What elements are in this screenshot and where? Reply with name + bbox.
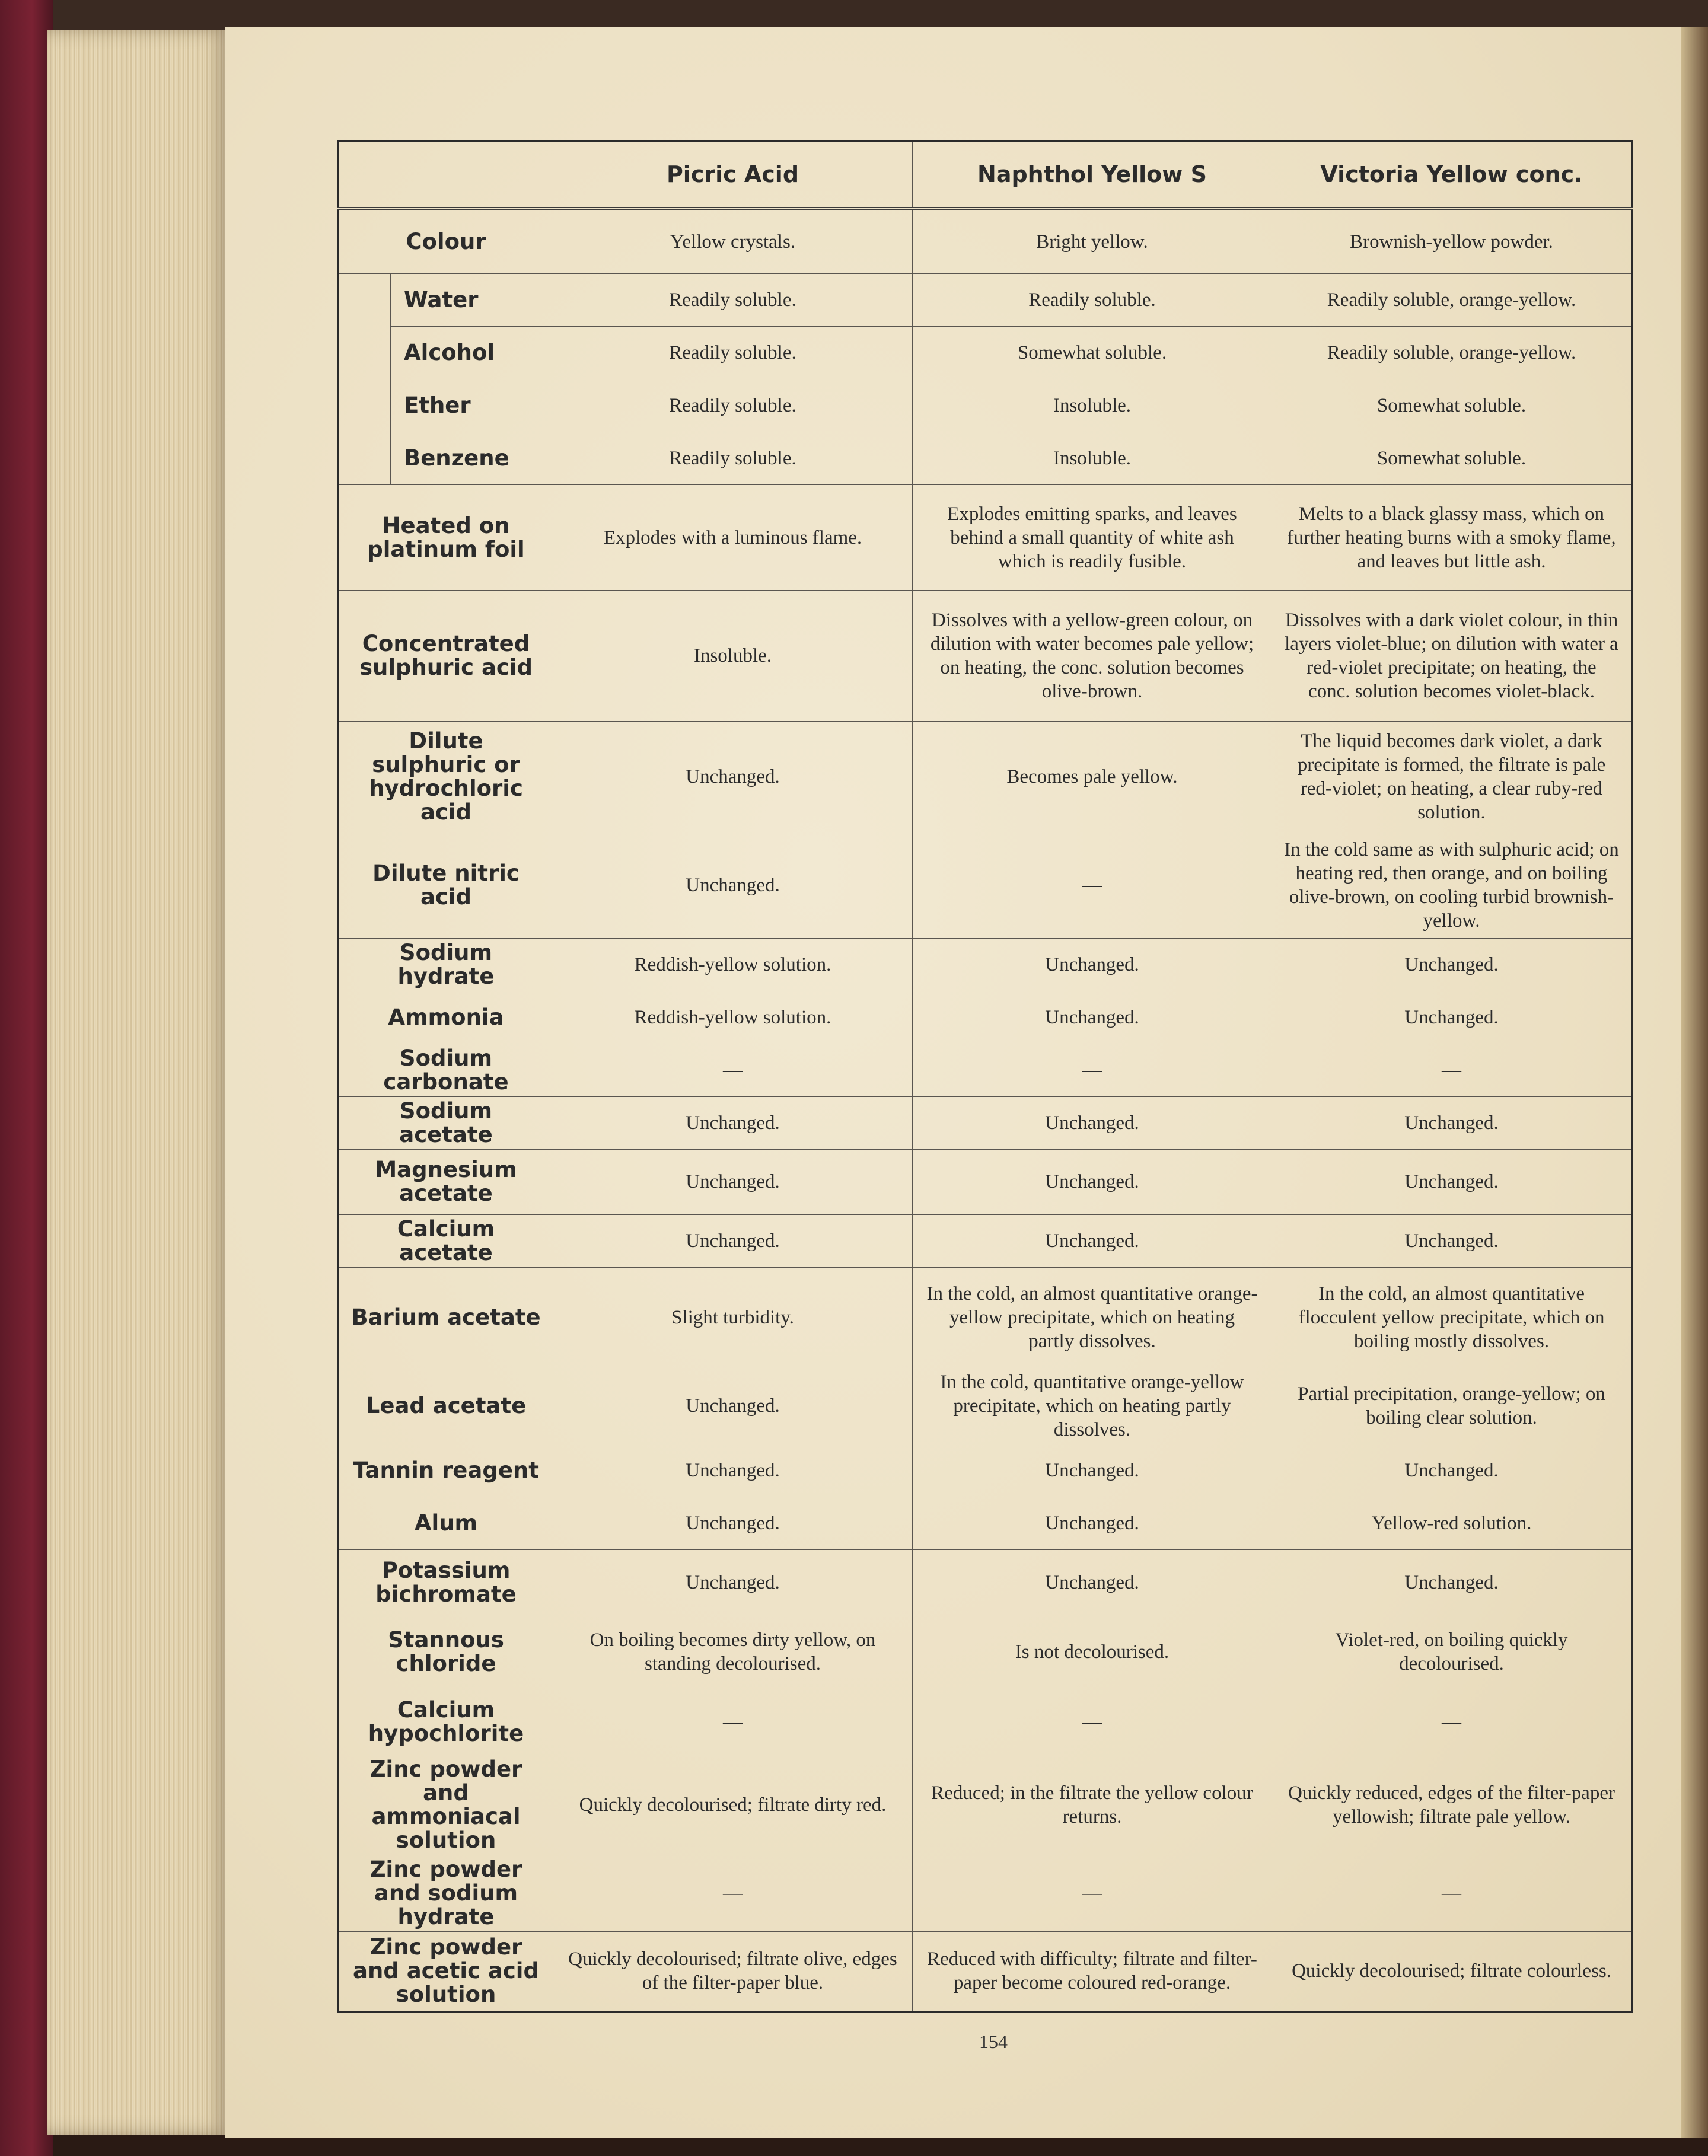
table-cell: Readily soluble. [553, 327, 913, 379]
row-label: Barium acetate [339, 1268, 553, 1367]
table-row [339, 209, 1632, 274]
table-row [339, 938, 1632, 991]
table-cell: Unchanged. [913, 1214, 1272, 1267]
row-label: Sodium acetate [339, 1096, 553, 1149]
table-cell: In the cold, quantitative orange-yellow precipitate, which on heating partly dissolves. [913, 1367, 1272, 1444]
row-label: Sodium carbonate [339, 1044, 553, 1096]
table-cell: — [1272, 1689, 1632, 1755]
table-cell: Melts to a black glassy mass, which on further heating burns with a smoky flame, and leaves but little ash. [1272, 485, 1632, 591]
row-label: Magnesium acetate [339, 1149, 553, 1214]
table-cell: Quickly decolourised; filtrate colourless. [1272, 1931, 1632, 2011]
table-row [339, 274, 1632, 327]
table-row [339, 833, 1632, 938]
table-cell: Is not decolourised. [913, 1615, 1272, 1689]
table-cell: Readily soluble, orange-yellow. [1272, 327, 1632, 379]
table-row [339, 1497, 1632, 1550]
table-row [339, 1689, 1632, 1755]
table-cell: Insoluble. [913, 379, 1272, 432]
table-row [339, 1214, 1632, 1267]
table-row [339, 485, 1632, 591]
table-cell: Insoluble. [913, 432, 1272, 485]
table-row [339, 1444, 1632, 1497]
table-cell: — [553, 1855, 913, 1931]
table-cell: Unchanged. [1272, 938, 1632, 991]
table-cell: Dissolves with a dark violet colour, in thin layers violet-blue; on dilution with water a red-violet precipitate; on heating, the conc. solution becomes violet-black. [1272, 591, 1632, 721]
table-cell: Unchanged. [1272, 1214, 1632, 1267]
row-label: Heated on platinum foil [339, 485, 553, 591]
header-naphthol-yellow-s: Naphthol Yellow S [913, 141, 1272, 209]
table-cell: Readily soluble. [913, 274, 1272, 327]
row-label: Tannin reagent [339, 1444, 553, 1497]
row-label: Calcium acetate [339, 1214, 553, 1267]
row-label: Zinc powder and ammoniacal solution [339, 1755, 553, 1855]
row-label: Lead acetate [339, 1367, 553, 1444]
page-edges [47, 30, 231, 2135]
table-row [339, 1044, 1632, 1096]
row-label: Alum [339, 1497, 553, 1550]
table-cell: Readily soluble. [553, 379, 913, 432]
row-label: Potassium bichromate [339, 1550, 553, 1615]
table-cell: Unchanged. [553, 1444, 913, 1497]
table-cell: Unchanged. [913, 1550, 1272, 1615]
solubility-group-label [339, 274, 391, 485]
dye-reaction-table [337, 140, 1633, 2013]
page-gutter-shadow [1681, 27, 1708, 2138]
table-cell: Unchanged. [1272, 1550, 1632, 1615]
table-cell: Reddish-yellow solution. [553, 991, 913, 1044]
table-row [339, 1367, 1632, 1444]
row-label: Colour [339, 209, 553, 274]
table-cell: Unchanged. [1272, 991, 1632, 1044]
row-label: Sodium hydrate [339, 938, 553, 991]
row-label: Concentrated sulphuric acid [339, 591, 553, 721]
table-cell: Explodes with a luminous flame. [553, 485, 913, 591]
table-cell: Dissolves with a yellow-green colour, on dilution with water becomes pale yellow; on heating, the conc. solution becomes olive-brown. [913, 591, 1272, 721]
table-cell: Unchanged. [913, 1096, 1272, 1149]
table-cell: Readily soluble. [553, 274, 913, 327]
table-cell: — [913, 833, 1272, 938]
table-cell: Brownish-yellow powder. [1272, 209, 1632, 274]
table-cell: Explodes emitting sparks, and leaves behind a small quantity of white ash which is readily fusible. [913, 485, 1272, 591]
row-label: Ammonia [339, 991, 553, 1044]
row-label: Water [391, 274, 553, 327]
table-cell: — [1272, 1044, 1632, 1096]
table-row [339, 379, 1632, 432]
table-cell: Insoluble. [553, 591, 913, 721]
table-cell: Unchanged. [1272, 1444, 1632, 1497]
page-number: 154 [979, 2031, 1008, 2052]
table-row [339, 1931, 1632, 2011]
table-row [339, 1149, 1632, 1214]
table-row [339, 721, 1632, 833]
table-row [339, 1268, 1632, 1367]
table-cell: Somewhat soluble. [1272, 379, 1632, 432]
header-row [339, 141, 1632, 209]
header-picric-acid: Picric Acid [553, 141, 913, 209]
table-cell: Becomes pale yellow. [913, 721, 1272, 833]
table-row [339, 432, 1632, 485]
table-cell: Quickly decolourised; filtrate dirty red. [553, 1755, 913, 1855]
table-cell: On boiling becomes dirty yellow, on standing decolourised. [553, 1615, 913, 1689]
table-row [339, 1550, 1632, 1615]
table-cell: Reddish-yellow solution. [553, 938, 913, 991]
row-label: Alcohol [391, 327, 553, 379]
table-cell: Yellow crystals. [553, 209, 913, 274]
table-cell: Readily soluble, orange-yellow. [1272, 274, 1632, 327]
table-cell: — [553, 1689, 913, 1755]
table-cell: — [913, 1689, 1272, 1755]
table-row [339, 991, 1632, 1044]
table-cell: Somewhat soluble. [1272, 432, 1632, 485]
row-label: Calcium hypochlorite [339, 1689, 553, 1755]
table-cell: Unchanged. [913, 1497, 1272, 1550]
row-label: Zinc powder and acetic acid solution [339, 1931, 553, 2011]
table-cell: Quickly decolourised; filtrate olive, edges of the filter-paper blue. [553, 1931, 913, 2011]
row-label: Dilute sulphuric or hydrochloric acid [339, 721, 553, 833]
table-cell: In the cold, an almost quantitative orange-yellow precipitate, which on heating partly dissolves. [913, 1268, 1272, 1367]
table-row [339, 1855, 1632, 1931]
row-label: Ether [391, 379, 553, 432]
header-victoria-yellow: Victoria Yellow conc. [1272, 141, 1632, 209]
table-cell: Unchanged. [553, 721, 913, 833]
table-cell: Partial precipitation, orange-yellow; on boiling clear solution. [1272, 1367, 1632, 1444]
table-cell: The liquid becomes dark violet, a dark precipitate is formed, the filtrate is pale red-violet; on heating, a clear ruby-red solution. [1272, 721, 1632, 833]
table-row [339, 1096, 1632, 1149]
table-cell: Unchanged. [553, 1497, 913, 1550]
table-cell: Unchanged. [913, 938, 1272, 991]
table-cell: Reduced; in the filtrate the yellow colour returns. [913, 1755, 1272, 1855]
table-cell: Reduced with difficulty; filtrate and filter-paper become coloured red-orange. [913, 1931, 1272, 2011]
header-corner [339, 141, 553, 209]
table-row [339, 327, 1632, 379]
row-label: Benzene [391, 432, 553, 485]
table-cell: — [1272, 1855, 1632, 1931]
row-label: Zinc powder and sodium hydrate [339, 1855, 553, 1931]
table-cell: Unchanged. [553, 1214, 913, 1267]
table-cell: Violet-red, on boiling quickly decolourised. [1272, 1615, 1632, 1689]
book-cover-spine [0, 0, 53, 2156]
table-cell: — [553, 1044, 913, 1096]
table-cell: Quickly reduced, edges of the filter-paper yellowish; filtrate pale yellow. [1272, 1755, 1632, 1855]
table-row [339, 591, 1632, 721]
table-cell: In the cold same as with sulphuric acid; on heating red, then orange, and on boiling olive-brown, on cooling turbid brownish-yellow. [1272, 833, 1632, 938]
table-cell: Unchanged. [553, 1367, 913, 1444]
table-cell: Unchanged. [553, 1149, 913, 1214]
table-cell: Somewhat soluble. [913, 327, 1272, 379]
table-cell: Unchanged. [913, 1149, 1272, 1214]
table-cell: Unchanged. [553, 1096, 913, 1149]
table-row [339, 1755, 1632, 1855]
table-cell: — [913, 1855, 1272, 1931]
table-cell: Readily soluble. [553, 432, 913, 485]
table-cell: Slight turbidity. [553, 1268, 913, 1367]
row-label: Stannous chloride [339, 1615, 553, 1689]
table-row [339, 1615, 1632, 1689]
table-cell: Yellow-red solution. [1272, 1497, 1632, 1550]
table-cell: Unchanged. [553, 833, 913, 938]
table-cell: Bright yellow. [913, 209, 1272, 274]
table-cell: Unchanged. [1272, 1096, 1632, 1149]
table-cell: Unchanged. [913, 991, 1272, 1044]
table-cell: Unchanged. [913, 1444, 1272, 1497]
table-cell: Unchanged. [1272, 1149, 1632, 1214]
table-cell: Unchanged. [553, 1550, 913, 1615]
row-label: Dilute nitric acid [339, 833, 553, 938]
table-cell: — [913, 1044, 1272, 1096]
table-cell: In the cold, an almost quantitative flocculent yellow precipitate, which on boiling mostly dissolves. [1272, 1268, 1632, 1367]
